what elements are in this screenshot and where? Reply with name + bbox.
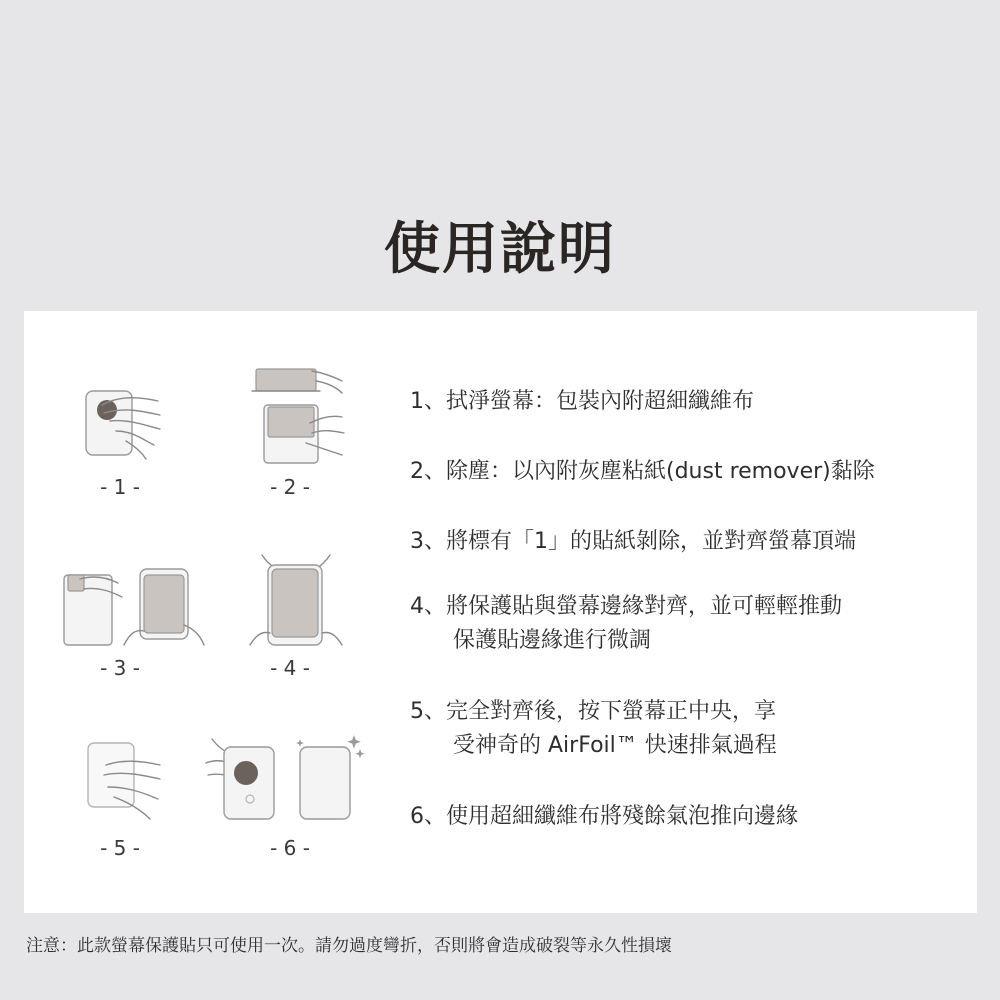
step-5-label: - 5 - xyxy=(100,836,140,860)
step-1-label: - 1 - xyxy=(100,475,140,499)
step-5-illustration xyxy=(84,739,174,829)
step-6-label: - 6 - xyxy=(270,836,310,860)
warning-note: 注意：此款螢幕保護貼只可使用一次。請勿過度彎折，否則將會造成破裂等永久性損壞 xyxy=(26,936,672,956)
instruction-4: 4、將保護貼與螢幕邊緣對齊，並可輕輕推動 保護貼邊緣進行微調 xyxy=(410,594,842,653)
page-title: 使用說明 xyxy=(384,217,616,282)
step-4-label: - 4 - xyxy=(270,656,310,680)
step-4-illustration xyxy=(246,549,346,649)
instruction-2: 2、除塵：以內附灰塵粘紙(dust remover)黏除 xyxy=(410,459,875,484)
instruction-card xyxy=(24,311,977,913)
instruction-3: 3、將標有「1」的貼紙剝除，並對齊螢幕頂端 xyxy=(410,529,856,554)
step-6-illustration xyxy=(202,735,372,825)
step-1-illustration xyxy=(80,381,170,461)
instruction-6: 6、使用超細纖維布將殘餘氣泡推向邊緣 xyxy=(410,804,798,829)
step-3-label: - 3 - xyxy=(100,656,140,680)
step-3-illustration xyxy=(60,563,210,647)
instruction-5: 5、完全對齊後，按下螢幕正中央，享 受神奇的 AirFoil™ 快速排氣過程 xyxy=(410,699,777,758)
instruction-1: 1、拭淨螢幕：包裝內附超細纖維布 xyxy=(410,389,754,414)
step-2-label: - 2 - xyxy=(270,475,310,499)
step-2-illustration xyxy=(250,367,350,463)
